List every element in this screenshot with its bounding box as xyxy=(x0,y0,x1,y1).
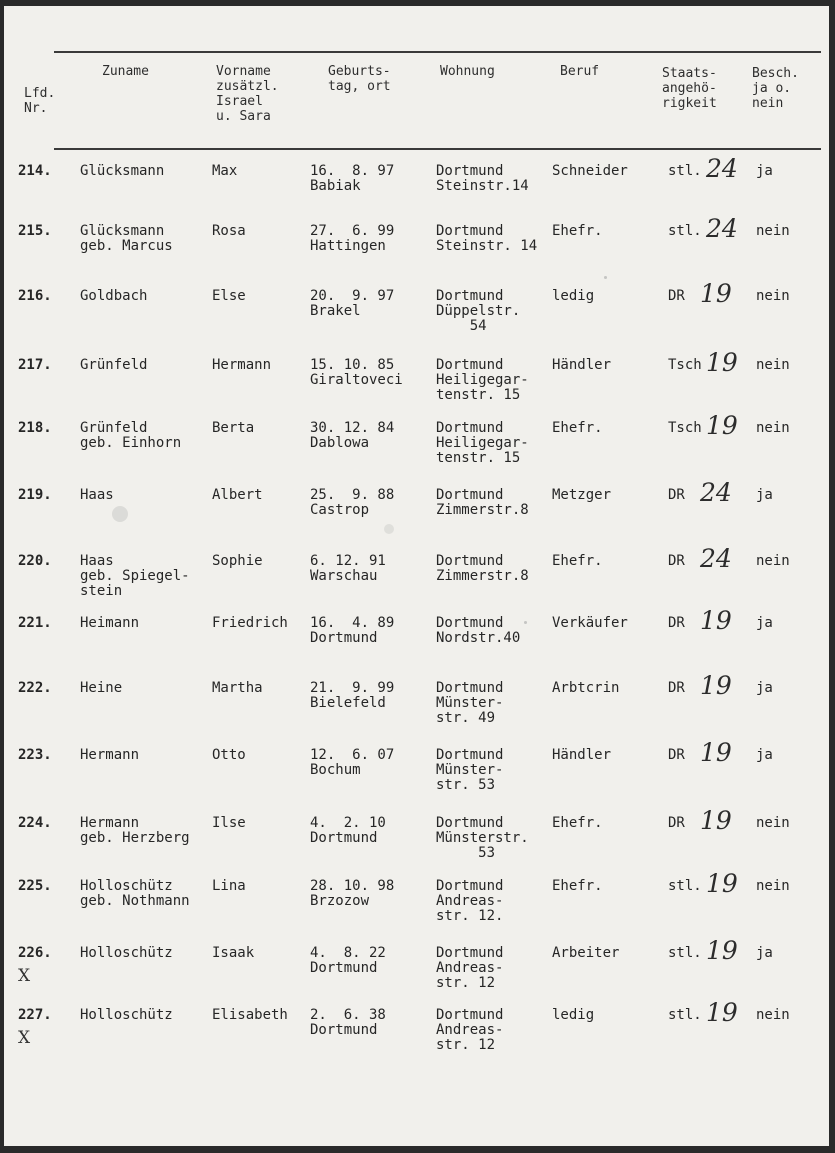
nationality: stl. xyxy=(668,1007,702,1023)
employed-flag: ja xyxy=(756,747,773,763)
surname: Grünfeld geb. Einhorn xyxy=(80,420,182,451)
row-number: 226. xyxy=(18,945,52,961)
stain xyxy=(384,524,394,534)
first-name: Friedrich xyxy=(212,615,288,631)
employed-flag: nein xyxy=(756,223,790,239)
surname: Glücksmann geb. Marcus xyxy=(80,223,173,254)
row-number: 218. xyxy=(18,420,52,436)
nationality: DR xyxy=(668,288,685,304)
occupation: Arbeiter xyxy=(552,945,620,961)
residence: Dortmund Andreas- str. 12 xyxy=(436,945,504,991)
row-number: 225. xyxy=(18,878,52,894)
employed-flag: ja xyxy=(756,680,773,696)
nationality: Tsch xyxy=(668,357,702,373)
employed-flag: nein xyxy=(756,1007,790,1023)
handwritten-code: 19 xyxy=(706,936,738,965)
speck xyxy=(524,621,527,624)
birth-date-place: 27. 6. 99 Hattingen xyxy=(310,223,395,254)
surname: Hermann geb. Herzberg xyxy=(80,815,190,846)
residence: Dortmund Heiligegar- tenstr. 15 xyxy=(436,420,529,466)
occupation: Metzger xyxy=(552,487,612,503)
surname: Holloschütz xyxy=(80,945,173,961)
header-zuname: Zuname xyxy=(102,64,149,79)
employed-flag: nein xyxy=(756,420,790,436)
handwritten-code: 24 xyxy=(700,544,732,573)
handwritten-code: 19 xyxy=(700,671,732,700)
residence: Dortmund Andreas- str. 12 xyxy=(436,1007,504,1053)
birth-date-place: 4. 2. 10 Dortmund xyxy=(310,815,386,846)
birth-date-place: 6. 12. 91 Warschau xyxy=(310,553,386,584)
handwritten-code: 19 xyxy=(706,998,738,1027)
surname: Haas xyxy=(80,487,114,503)
first-name: Albert xyxy=(212,487,263,503)
residence: Dortmund Münster- str. 49 xyxy=(436,680,504,726)
handwritten-code: 19 xyxy=(706,348,738,377)
occupation: Händler xyxy=(552,357,612,373)
residence: Dortmund Nordstr.40 xyxy=(436,615,521,646)
nationality: DR xyxy=(668,680,685,696)
nationality: stl. xyxy=(668,223,702,239)
handwritten-code: 19 xyxy=(700,738,732,767)
handwritten-code: 19 xyxy=(706,869,738,898)
handwritten-x-mark: X xyxy=(18,1028,31,1048)
employed-flag: ja xyxy=(756,487,773,503)
surname: Hermann xyxy=(80,747,140,763)
occupation: Arbtcrin xyxy=(552,680,620,696)
employed-flag: nein xyxy=(756,815,790,831)
header-staatsangehoerigkeit: Staats- angehö- rigkeit xyxy=(662,66,717,111)
residence: Dortmund Heiligegar- tenstr. 15 xyxy=(436,357,529,403)
row-number: 222. xyxy=(18,680,52,696)
birth-date-place: 15. 10. 85 Giraltoveci xyxy=(310,357,403,388)
stain xyxy=(112,506,128,522)
occupation: Ehefr. xyxy=(552,223,603,239)
surname: Holloschütz geb. Nothmann xyxy=(80,878,190,909)
residence: Dortmund Zimmerstr.8 xyxy=(436,553,529,584)
first-name: Martha xyxy=(212,680,263,696)
surname: Goldbach xyxy=(80,288,148,304)
occupation: Händler xyxy=(552,747,612,763)
first-name: Otto xyxy=(212,747,246,763)
handwritten-x-mark: X xyxy=(18,966,31,986)
birth-date-place: 20. 9. 97 Brakel xyxy=(310,288,395,319)
surname: Grünfeld xyxy=(80,357,148,373)
speck xyxy=(604,276,607,279)
header-vorname: Vorname zusätzl. Israel u. Sara xyxy=(216,64,279,124)
first-name: Else xyxy=(212,288,246,304)
nationality: stl. xyxy=(668,878,702,894)
handwritten-code: 19 xyxy=(706,411,738,440)
row-number: 217. xyxy=(18,357,52,373)
nationality: DR xyxy=(668,487,685,503)
birth-date-place: 4. 8. 22 Dortmund xyxy=(310,945,386,976)
handwritten-code: 24 xyxy=(706,214,738,243)
handwritten-code: 19 xyxy=(700,806,732,835)
handwritten-code: 19 xyxy=(700,606,732,635)
occupation: Ehefr. xyxy=(552,878,603,894)
nationality: stl. xyxy=(668,163,702,179)
employed-flag: nein xyxy=(756,553,790,569)
header-lfd-nr: Lfd. Nr. xyxy=(24,86,56,116)
birth-date-place: 12. 6. 07 Bochum xyxy=(310,747,395,778)
employed-flag: nein xyxy=(756,357,790,373)
first-name: Max xyxy=(212,163,238,179)
nationality: Tsch xyxy=(668,420,702,436)
residence: Dortmund Düppelstr. 54 xyxy=(436,288,521,334)
handwritten-code: 24 xyxy=(706,154,738,183)
row-number: 223. xyxy=(18,747,52,763)
employed-flag: ja xyxy=(756,163,773,179)
surname: Haas geb. Spiegel- stein xyxy=(80,553,190,599)
row-number: 214. xyxy=(18,163,52,179)
row-number: 216. xyxy=(18,288,52,304)
residence: Dortmund Steinstr.14 xyxy=(436,163,529,194)
row-number: 227. xyxy=(18,1007,52,1023)
birth-date-place: 16. 8. 97 Babiak xyxy=(310,163,395,194)
row-number: 219. xyxy=(18,487,52,503)
header-rule xyxy=(54,148,821,150)
first-name: Ilse xyxy=(212,815,246,831)
row-number: 224. xyxy=(18,815,52,831)
header-geburtstag: Geburts- tag, ort xyxy=(328,64,391,94)
occupation: Ehefr. xyxy=(552,420,603,436)
first-name: Isaak xyxy=(212,945,255,961)
occupation: ledig xyxy=(552,1007,595,1023)
residence: Dortmund Steinstr. 14 xyxy=(436,223,538,254)
employed-flag: ja xyxy=(756,615,773,631)
surname: Heine xyxy=(80,680,123,696)
header-beruf: Beruf xyxy=(560,64,600,79)
occupation: Verkäufer xyxy=(552,615,628,631)
row-number: 220. xyxy=(18,553,52,569)
first-name: Elisabeth xyxy=(212,1007,288,1023)
birth-date-place: 25. 9. 88 Castrop xyxy=(310,487,395,518)
surname: Holloschütz xyxy=(80,1007,173,1023)
row-number: 215. xyxy=(18,223,52,239)
first-name: Hermann xyxy=(212,357,272,373)
handwritten-code: 24 xyxy=(700,478,732,507)
occupation: Schneider xyxy=(552,163,628,179)
nationality: DR xyxy=(668,747,685,763)
handwritten-code: 19 xyxy=(700,279,732,308)
nationality: DR xyxy=(668,553,685,569)
birth-date-place: 2. 6. 38 Dortmund xyxy=(310,1007,386,1038)
residence: Dortmund Zimmerstr.8 xyxy=(436,487,529,518)
first-name: Berta xyxy=(212,420,255,436)
header-beschaeftigt: Besch. ja o. nein xyxy=(752,66,799,111)
nationality: DR xyxy=(668,615,685,631)
employed-flag: ja xyxy=(756,945,773,961)
nationality: DR xyxy=(668,815,685,831)
employed-flag: nein xyxy=(756,288,790,304)
occupation: Ehefr. xyxy=(552,815,603,831)
employed-flag: nein xyxy=(756,878,790,894)
residence: Dortmund Münster- str. 53 xyxy=(436,747,504,793)
nationality: stl. xyxy=(668,945,702,961)
top-rule xyxy=(54,51,821,53)
occupation: Ehefr. xyxy=(552,553,603,569)
first-name: Rosa xyxy=(212,223,246,239)
document-page xyxy=(4,6,829,1146)
residence: Dortmund Münsterstr. 53 xyxy=(436,815,529,861)
row-number: 221. xyxy=(18,615,52,631)
birth-date-place: 30. 12. 84 Dablowa xyxy=(310,420,395,451)
birth-date-place: 28. 10. 98 Brzozow xyxy=(310,878,395,909)
residence: Dortmund Andreas- str. 12. xyxy=(436,878,504,924)
birth-date-place: 21. 9. 99 Bielefeld xyxy=(310,680,395,711)
occupation: ledig xyxy=(552,288,595,304)
first-name: Sophie xyxy=(212,553,263,569)
surname: Glücksmann xyxy=(80,163,165,179)
surname: Heimann xyxy=(80,615,140,631)
birth-date-place: 16. 4. 89 Dortmund xyxy=(310,615,395,646)
header-wohnung: Wohnung xyxy=(440,64,495,79)
first-name: Lina xyxy=(212,878,246,894)
